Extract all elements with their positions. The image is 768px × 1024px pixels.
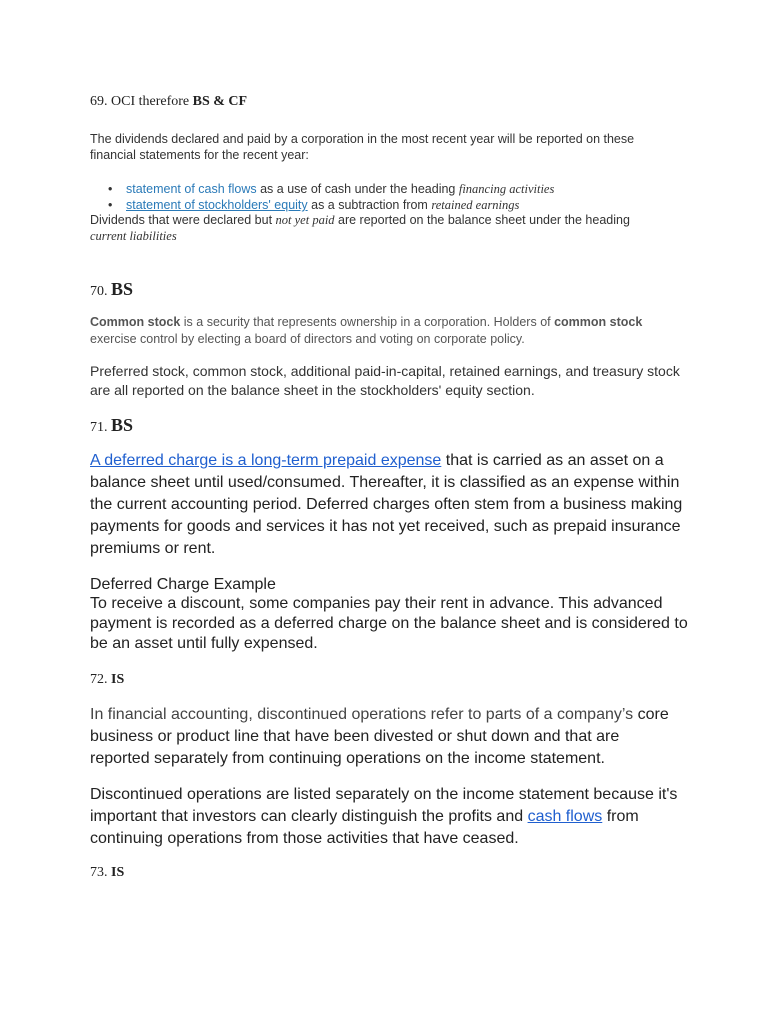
q71-answer: BS <box>111 415 134 435</box>
q69-answer: BS & CF <box>192 94 248 109</box>
q73-number: 73. <box>90 865 108 880</box>
stockholders-equity-link[interactable]: statement of stockholders' equity <box>126 198 308 212</box>
text: In financial accounting, discontinued operations refer to parts of a company’s <box>90 706 634 723</box>
bullet-text: as a subtraction from <box>307 198 432 212</box>
q70-paragraph-2: Preferred stock, common stock, additional paid-in-capital, retained earnings, and treasury stock are all reported on the balance sheet in the stockholders' equity section. <box>90 363 680 398</box>
q69-after-paragraph <box>90 212 630 244</box>
q69-heading <box>90 94 247 110</box>
q70-answer: BS <box>111 279 134 299</box>
q73-answer: IS <box>111 865 125 880</box>
q72-heading <box>90 672 124 688</box>
q71-example-heading: Deferred Charge Example <box>90 576 276 593</box>
deferred-charge-link[interactable]: A deferred charge is a long-term prepaid expense <box>90 452 442 469</box>
text: is a security that represents ownership in a corporation. Holders of <box>180 315 555 329</box>
list-item <box>108 181 686 197</box>
text: are reported on the balance sheet under the heading <box>334 213 630 227</box>
italic-text: current liabilities <box>90 229 177 243</box>
q70-heading <box>90 279 133 300</box>
q69-intro: The dividends declared and paid by a corporation in the most recent year will be reported on these financial statements for the recent year: <box>90 132 635 162</box>
q72-paragraph-2 <box>90 784 685 850</box>
cash-flows-link[interactable]: cash flows <box>527 808 603 825</box>
q71-heading <box>90 415 133 436</box>
q70-paragraph-1 <box>90 314 650 348</box>
q71-number: 71. <box>90 420 108 435</box>
q70-number: 70. <box>90 284 108 299</box>
bold-text: Common stock <box>90 315 181 329</box>
cash-flows-link[interactable]: statement of cash flows <box>126 182 257 196</box>
q72-number: 72. <box>90 672 108 687</box>
text: that is carried as an asset on a balance sheet until used/consumed. Thereafter, it is classified as an expense within the current accounting period. Deferred charges often stem from a business making payments for goods and services it has not yet received, such as prepaid insurance premiums or rent. <box>90 452 683 557</box>
list-item <box>108 197 686 213</box>
text: from continuing operations from those activities that have ceased. <box>90 808 639 847</box>
bullet-italic: financing activities <box>458 182 555 196</box>
italic-text: not yet paid <box>275 213 335 227</box>
q71-example-text: To receive a discount, some companies pay their rent in advance. This advanced payment is recorded as a deferred charge on the balance sheet and is considered to be an asset until fully expensed. <box>90 595 688 652</box>
text: core business or product line that have been divested or shut down and that are reported separately from continuing operations on the income statement. <box>90 706 669 767</box>
q69-bullet-list <box>108 181 686 213</box>
q72-paragraph-1 <box>90 704 680 770</box>
text: Dividends that were declared but <box>90 213 276 227</box>
q73-heading <box>90 865 124 881</box>
q69-number: 69. OCI therefore <box>90 94 190 109</box>
bold-text: common stock <box>554 315 643 329</box>
text: exercise control by electing a board of directors and voting on corporate policy. <box>90 332 525 346</box>
text: Discontinued operations are listed separately on the income statement because it's important that investors can clearly distinguish the profits and <box>90 786 678 825</box>
q72-answer: IS <box>111 672 125 687</box>
q71-paragraph-1 <box>90 450 685 560</box>
bullet-text: as a use of cash under the heading <box>256 182 459 196</box>
bullet-italic: retained earnings <box>431 198 520 212</box>
bullet-icon: • <box>108 198 113 212</box>
bullet-icon: • <box>108 182 113 196</box>
